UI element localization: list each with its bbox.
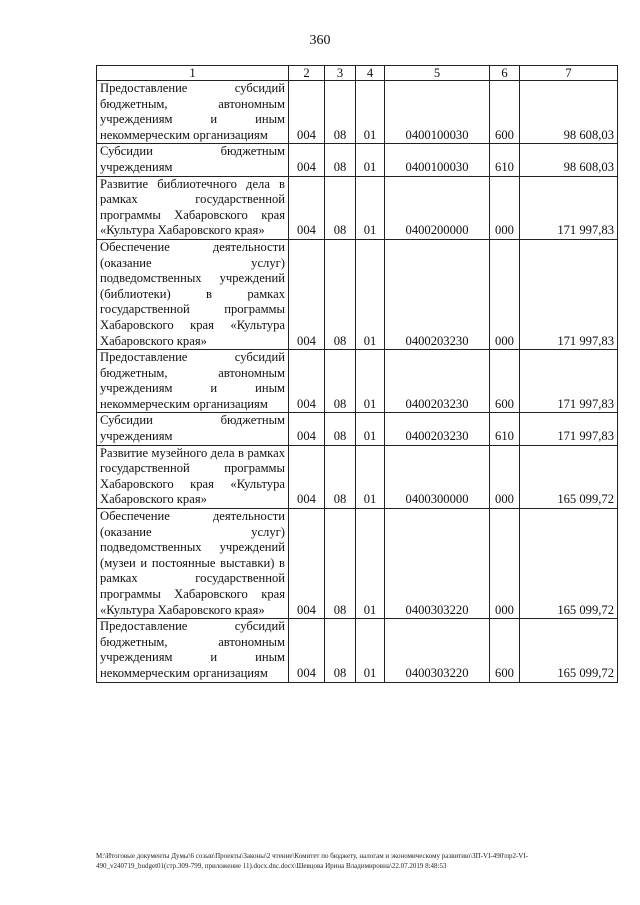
row-code-subsection: 01 <box>356 445 385 508</box>
table-row <box>97 350 618 413</box>
row-code-target: 0400100030 <box>385 144 490 176</box>
row-code-section: 08 <box>325 619 356 682</box>
document-path-footer: M:\Итоговые документы Думы\6 созыв\Проекты\Законы\2 чтение\Комитет по бюджету, налогам и экономическому развитию\ЗП-VI-490\пр2-VI-490_v240719_budget01(стр.309-799, приложение 11).docx.dnc.docx\Шевцова Ирина Владимировна\22.07.2019 8:48:53 <box>96 852 528 870</box>
row-code-expense-type: 600 <box>490 81 520 144</box>
row-code-target: 0400303220 <box>385 619 490 682</box>
table-row <box>97 413 618 445</box>
table-row <box>97 445 618 508</box>
row-sum: 165 099,72 <box>520 445 618 508</box>
row-sum: 165 099,72 <box>520 619 618 682</box>
header-cell: 5 <box>385 66 490 81</box>
row-code-target: 0400203230 <box>385 350 490 413</box>
row-code-ministry: 004 <box>289 176 325 239</box>
row-code-ministry: 004 <box>289 144 325 176</box>
row-name: Субсидии бюджетным учреждениям <box>97 144 289 176</box>
row-code-subsection: 01 <box>356 81 385 144</box>
row-code-section: 08 <box>325 239 356 349</box>
row-code-target: 0400300000 <box>385 445 490 508</box>
table-row <box>97 619 618 682</box>
table-row <box>97 509 618 619</box>
row-sum: 165 099,72 <box>520 509 618 619</box>
row-code-expense-type: 610 <box>490 413 520 445</box>
row-sum: 171 997,83 <box>520 413 618 445</box>
row-code-target: 0400303220 <box>385 509 490 619</box>
row-code-section: 08 <box>325 81 356 144</box>
row-name: Развитие музейного дела в рамках государственной программы Хабаровского края «Культура Хабаровского края» <box>97 445 289 508</box>
row-code-subsection: 01 <box>356 413 385 445</box>
row-code-expense-type: 000 <box>490 509 520 619</box>
table-row <box>97 144 618 176</box>
row-code-target: 0400203230 <box>385 239 490 349</box>
row-code-expense-type: 000 <box>490 239 520 349</box>
row-code-target: 0400203230 <box>385 413 490 445</box>
header-cell: 7 <box>520 66 618 81</box>
row-code-section: 08 <box>325 445 356 508</box>
header-cell: 3 <box>325 66 356 81</box>
row-code-subsection: 01 <box>356 176 385 239</box>
row-code-expense-type: 610 <box>490 144 520 176</box>
row-name: Предоставление субсидий бюджетным, автономным учреждениям и иным некоммерческим организациям <box>97 81 289 144</box>
budget-table <box>96 65 618 683</box>
row-name: Субсидии бюджетным учреждениям <box>97 413 289 445</box>
row-code-target: 0400200000 <box>385 176 490 239</box>
row-code-section: 08 <box>325 509 356 619</box>
row-code-subsection: 01 <box>356 350 385 413</box>
row-name: Предоставление субсидий бюджетным, автономным учреждениям и иным некоммерческим организациям <box>97 619 289 682</box>
row-code-target: 0400100030 <box>385 81 490 144</box>
row-code-subsection: 01 <box>356 509 385 619</box>
row-code-expense-type: 000 <box>490 176 520 239</box>
header-row <box>97 66 618 81</box>
row-code-section: 08 <box>325 144 356 176</box>
row-code-ministry: 004 <box>289 509 325 619</box>
row-code-subsection: 01 <box>356 239 385 349</box>
row-code-expense-type: 600 <box>490 350 520 413</box>
row-sum: 171 997,83 <box>520 350 618 413</box>
row-code-expense-type: 000 <box>490 445 520 508</box>
table-row <box>97 81 618 144</box>
table-row <box>97 176 618 239</box>
row-sum: 171 997,83 <box>520 239 618 349</box>
row-sum: 98 608,03 <box>520 81 618 144</box>
header-cell: 2 <box>289 66 325 81</box>
row-name: Развитие библиотечного дела в рамках государственной программы Хабаровского края «Культура Хабаровского края» <box>97 176 289 239</box>
row-code-ministry: 004 <box>289 81 325 144</box>
row-code-ministry: 004 <box>289 445 325 508</box>
row-sum: 98 608,03 <box>520 144 618 176</box>
row-code-subsection: 01 <box>356 144 385 176</box>
row-name: Обеспечение деятельности (оказание услуг) подведомственных учреждений (музеи и постоянные выставки) в рамках государственной программы Хабаровского края «Культура Хабаровского края» <box>97 509 289 619</box>
header-cell: 1 <box>97 66 289 81</box>
row-code-subsection: 01 <box>356 619 385 682</box>
row-code-ministry: 004 <box>289 239 325 349</box>
row-code-section: 08 <box>325 176 356 239</box>
row-code-section: 08 <box>325 350 356 413</box>
table-row <box>97 239 618 349</box>
row-code-expense-type: 600 <box>490 619 520 682</box>
row-code-section: 08 <box>325 413 356 445</box>
row-name: Предоставление субсидий бюджетным, автономным учреждениям и иным некоммерческим организациям <box>97 350 289 413</box>
row-sum: 171 997,83 <box>520 176 618 239</box>
row-code-ministry: 004 <box>289 350 325 413</box>
header-cell: 4 <box>356 66 385 81</box>
row-code-ministry: 004 <box>289 619 325 682</box>
row-code-ministry: 004 <box>289 413 325 445</box>
page-number: 360 <box>309 33 331 48</box>
row-name: Обеспечение деятельности (оказание услуг) подведомственных учреждений (библиотеки) в рамках государственной программы Хабаровского края «Культура Хабаровского края» <box>97 239 289 349</box>
header-cell: 6 <box>490 66 520 81</box>
